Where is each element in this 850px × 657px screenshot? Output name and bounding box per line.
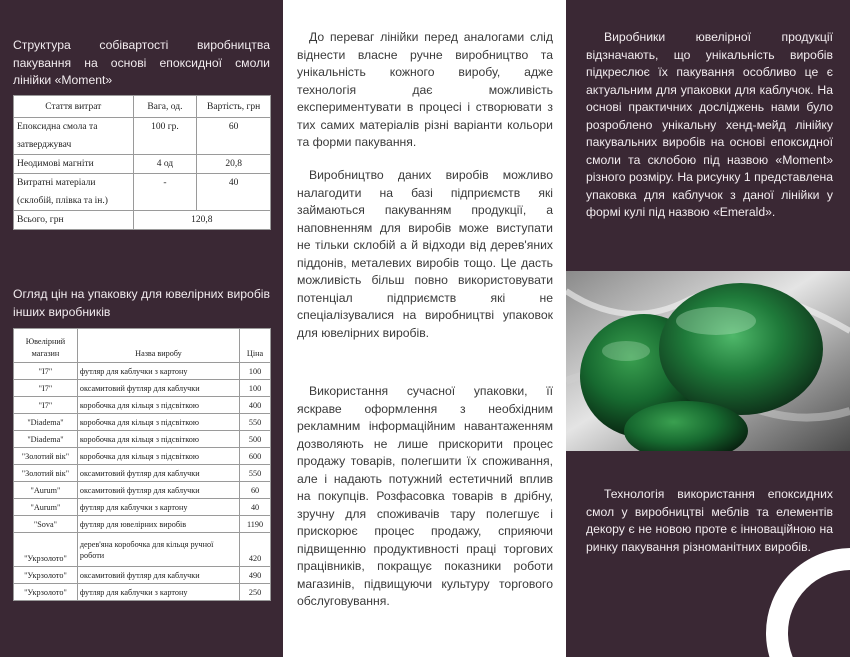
table-cell: -	[133, 174, 197, 211]
product-cell: коробочка для кільця з підсвіткою	[77, 414, 239, 431]
table-cell: 4 од	[133, 155, 197, 174]
table-row	[14, 499, 271, 516]
table-row	[14, 174, 271, 211]
technology-paragraph	[586, 486, 833, 556]
product-cell: коробочка для кільця з підсвіткою	[77, 431, 239, 448]
cost-structure-heading: Структура собівартості виробництва пакування на основі епоксидної смоли лінійки «Moment»	[13, 38, 270, 87]
table-header-cell: Назва виробу	[77, 329, 239, 363]
price-cell: 400	[240, 397, 271, 414]
table-cell: 100 гр.	[133, 118, 197, 155]
product-cell: футляр для каблучки з картону	[77, 499, 239, 516]
table-cell: 60	[197, 118, 271, 155]
table-row	[14, 448, 271, 465]
shop-cell: "I7"	[14, 397, 78, 414]
shop-cell: "Aurum"	[14, 499, 78, 516]
table-row	[14, 397, 271, 414]
table-cell: 20,8	[197, 155, 271, 174]
table-row	[14, 414, 271, 431]
paragraph-text: Використання сучасної упаковки, її яскраве оформлення з необхідним рекламним інформаційним навантаженням дозволяють не лише прискорити процес продажу товарів, полегшити їх споживання, але і надають потужний естетичний вплив на покупців. Розфасовка товарів в дрібну, зручну для споживачів тару полегшує і прискорює процес продажу, сприяючи підвищенню продуктивності праці торгових працівників, покращує показники роботи магазинів, підвищуючи культуру торгового обслуговування.	[297, 384, 553, 608]
shop-cell: "Sova"	[14, 516, 78, 533]
table-row	[14, 155, 271, 174]
table-header-row	[14, 96, 271, 118]
shop-cell: "Aurum"	[14, 482, 78, 499]
price-cell: 100	[240, 380, 271, 397]
shop-cell: "I7"	[14, 380, 78, 397]
manufacturers-paragraph	[586, 29, 833, 222]
price-cell: 1190	[240, 516, 271, 533]
table-row	[14, 431, 271, 448]
table-header-row	[14, 329, 271, 363]
price-review-table	[13, 328, 271, 601]
advantages-paragraph	[297, 29, 553, 152]
product-cell: коробочка для кільця з підсвіткою	[77, 448, 239, 465]
table-row	[14, 465, 271, 482]
table-header-cell: Вага, од.	[133, 96, 197, 118]
product-cell: оксамитовий футляр для каблучки	[77, 380, 239, 397]
table-cell: Епоксидна смола та затверджувач	[14, 118, 134, 155]
shop-cell: "Золотий вік"	[14, 465, 78, 482]
price-cell: 420	[240, 533, 271, 567]
table-header-cell: Ціна	[240, 329, 271, 363]
price-cell: 60	[240, 482, 271, 499]
table-row	[14, 482, 271, 499]
emerald-sphere-icon	[659, 283, 823, 415]
table-header-cell: Вартість, грн	[197, 96, 271, 118]
product-cell: футляр для ювелірних виробів	[77, 516, 239, 533]
paragraph-text: Технологія використання епоксидних смол у виробництві меблів та елементів декору є не новою проте є інноваційною на ринку пакування різноманітних виробів.	[586, 487, 833, 554]
shop-cell: "I7"	[14, 363, 78, 380]
product-cell: дерев'яна коробочка для кільця ручної роботи	[77, 533, 239, 567]
cost-structure-table	[13, 95, 271, 230]
table-row	[14, 118, 271, 155]
paragraph-text: До переваг лінійки перед аналогами слід віднести власне ручне виробництво та унікальність кожного виробу, адже технологія дає можливість експериментувати в процесі і створювати з тих самих матеріалів різні варіанти кольори та форми пакування.	[297, 30, 553, 149]
table-cell: Неодимові магніти	[14, 155, 134, 174]
price-cell: 550	[240, 414, 271, 431]
shop-cell: "Укрзолото"	[14, 533, 78, 567]
table-row	[14, 533, 271, 567]
table-cell: Витратні матеріали (склобій, плівка та ін.)	[14, 174, 134, 211]
shop-cell: "Укрзолото"	[14, 567, 78, 584]
shop-cell: "Diadema"	[14, 431, 78, 448]
total-label: Всього, грн	[14, 211, 134, 230]
table-row	[14, 363, 271, 380]
table-total-row	[14, 211, 271, 230]
total-value: 120,8	[133, 211, 270, 230]
price-cell: 250	[240, 584, 271, 601]
product-cell: футляр для каблучки з картону	[77, 363, 239, 380]
shop-cell: "Золотий вік"	[14, 448, 78, 465]
product-cell: оксамитовий футляр для каблучки	[77, 482, 239, 499]
price-cell: 100	[240, 363, 271, 380]
table-row	[14, 380, 271, 397]
decorative-circle	[766, 548, 850, 657]
paragraph-text: Виробники ювелірної продукції відзначають, що унікальність виробів підкреслює їх пакування особливо це є актуальним для упаковки для каблучок. На основі практичних досліджень нами було розроблено унікальну хенд-мейд лінійку пакувальних виробів на основі епоксидної смоли та склобою під назвою «Moment» різного розміру. На рисунку 1 представлена упаковка для каблучок з даної лінійки у формі кулі під назвою «Emerald».	[586, 30, 833, 219]
table-row	[14, 567, 271, 584]
modern-packaging-paragraph	[297, 383, 553, 611]
table-header-cell: Стаття витрат	[14, 96, 134, 118]
table-cell: 40	[197, 174, 271, 211]
product-cell: оксамитовий футляр для каблучки	[77, 465, 239, 482]
paragraph-text: Виробництво даних виробів можливо налагодити на базі підприємств які займаються пакуванням продукції, а наповненням для виробів може виступати не тільки склобій а й відходи від дерев'яних піддонів, металевих виробів тощо. Це дасть можливість більш повно використовувати потенціал підприємств які не спеціалізувалися на виробництві упаковок для ювелірних виробів.	[297, 168, 553, 340]
price-cell: 490	[240, 567, 271, 584]
emerald-packaging-photo	[566, 271, 850, 451]
table-row	[14, 584, 271, 601]
price-cell: 550	[240, 465, 271, 482]
product-cell: футляр для каблучки з картону	[77, 584, 239, 601]
price-cell: 500	[240, 431, 271, 448]
table-header-cell: Ювелірний магазин	[14, 329, 78, 363]
product-cell: коробочка для кільця з підсвіткою	[77, 397, 239, 414]
price-cell: 40	[240, 499, 271, 516]
product-cell: оксамитовий футляр для каблучки	[77, 567, 239, 584]
price-cell: 600	[240, 448, 271, 465]
table-row	[14, 516, 271, 533]
production-paragraph	[297, 167, 553, 342]
shop-cell: "Diadema"	[14, 414, 78, 431]
price-review-heading: Огляд цін на упаковку для ювелірних виробів інших виробників	[13, 287, 270, 319]
shop-cell: "Укрзолото"	[14, 584, 78, 601]
